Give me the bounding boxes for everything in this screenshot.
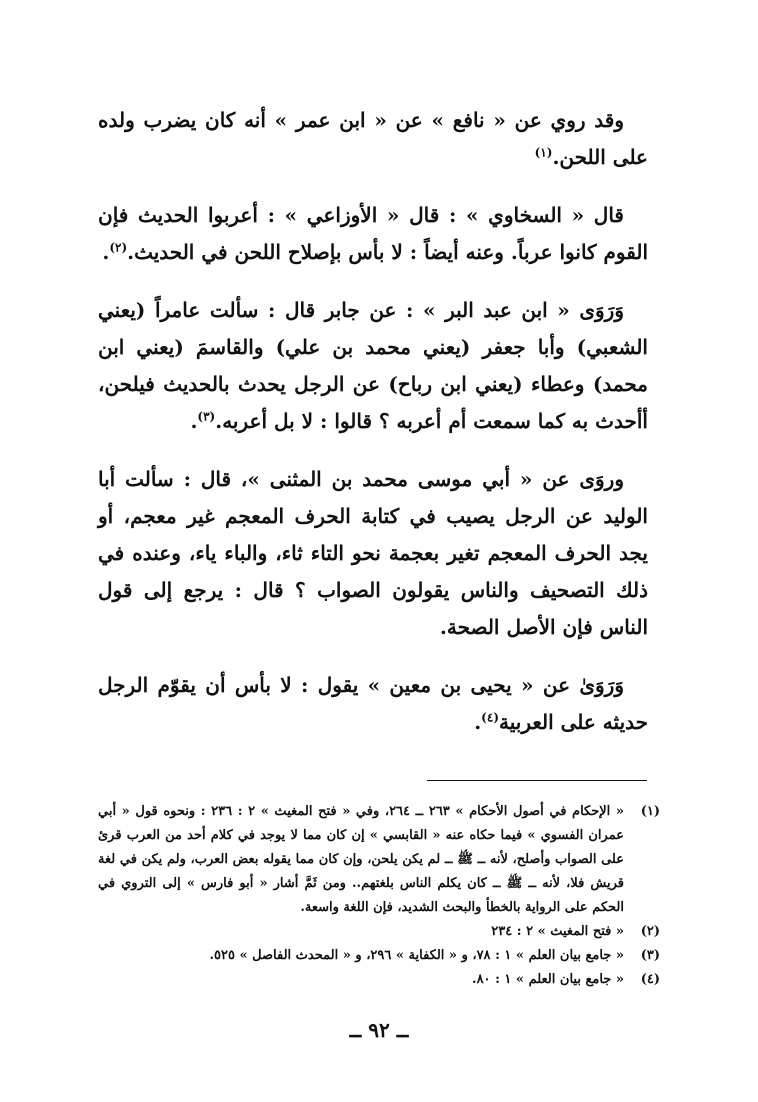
footnote-ref: (١): [534, 145, 553, 160]
paragraph-tail: .: [474, 710, 482, 734]
paragraph-text: وَرَوَى « ابن عبد البر » : عن جابر قال : سألت عامراً (يعني الشعبي) وأبا جعفر (يعني محمد بن علي) والقاسمَ (يعني ابن محمد) وعطاء (يعني ابن رباح) عن الرجل يحدث بالحديث فيلحن، أأحدث به كما سمعت أم أعربه ؟ قالوا : لا بل أعربه.: [98, 298, 648, 433]
footnote: [98, 920, 660, 944]
footnote-text: « جامع بيان العلم » ١ : ٧٨، و « الكفاية » ٢٩٦، و « المحدث الفاصل » ٥٢٥.: [209, 948, 624, 963]
paragraph: [98, 102, 648, 176]
paragraph: [98, 292, 648, 440]
paragraph: [98, 667, 648, 741]
paragraph-tail: .: [102, 240, 110, 264]
paragraph-text: وقد روي عن « نافع » عن « ابن عمر » أنه كان يضرب ولده على اللحن.: [98, 108, 648, 169]
footnote-number: (٤): [640, 972, 660, 987]
paragraph-text: وَرَوَىٰ عن « يحيى بن معين » يقول : لا بأس أن يقوّم الرجل حديثه على العربية: [98, 673, 648, 734]
footnote-text: « فتح المغيث » ٢ : ٢٣٤: [491, 924, 624, 939]
footnote: [98, 968, 660, 992]
footnote-separator: [427, 780, 647, 781]
footnote-number: (٣): [640, 948, 660, 963]
paragraph: [98, 197, 648, 271]
footnote: [98, 944, 660, 968]
footnote-text: « جامع بيان العلم » ١ : ٨٠.: [472, 972, 624, 987]
footnote-ref: (٣): [197, 409, 216, 424]
paragraph: [98, 461, 648, 646]
paragraph-tail: .: [190, 409, 198, 433]
footnote-text: « الإحكام في أصول الأحكام » ٢٦٣ ــ ٢٦٤، وفي « فتح المغيث » ٢ : ٢٣٦ : ونحوه قول « أبي عمران الفسوي » فيما حكاه عنه « القابسي » إن كان مما لا يوجد في كلام أحد من العرب قرئ على الصواب وأصلح، لأنه ــ ﷺ ــ لم يكن يلحن، وإن كان مما يقوله بعض العرب، ولم يكن في لغة قريش فلا، لأنه ــ ﷺ ــ كان يكلم الناس بلغتهم.. ومن ثَمَّ أشار « أبو فارس » إلى التروي في الحكم على الرواية بالخطأ والبحث الشديد، فإن اللغة واسعة.: [98, 804, 624, 915]
paragraph-text: وروَى عن « أبي موسى محمد بن المثنى »، قال : سألت أبا الوليد عن الرجل يصيب في كتابة الحرف المعجم غير معجم، أو يجد الحرف المعجم تغير بعجمة نحو التاء ثاء، والباء ياء، وعنده في ذلك التصحيف والناس يقولون الصواب ؟ قال : يرجع إلى قول الناس فإن الأصل الصحة.: [98, 467, 648, 639]
footnote-number: (١): [640, 804, 660, 819]
footnote: [98, 800, 660, 920]
paragraph-text: قال « السخاوي » : قال « الأوزاعي » : أعربوا الحديث فإن القوم كانوا عرباً. وعنه أيضاً : لا بأس بإصلاح اللحن في الحديث.: [98, 203, 648, 264]
footnote-ref: (٤): [481, 710, 499, 725]
footnotes: [98, 800, 660, 992]
page-number: ــ ٩٢ ــ: [349, 1018, 409, 1042]
footnote-number: (٢): [640, 924, 660, 939]
main-text: [98, 102, 648, 741]
footnote-ref: (٢): [109, 240, 128, 255]
